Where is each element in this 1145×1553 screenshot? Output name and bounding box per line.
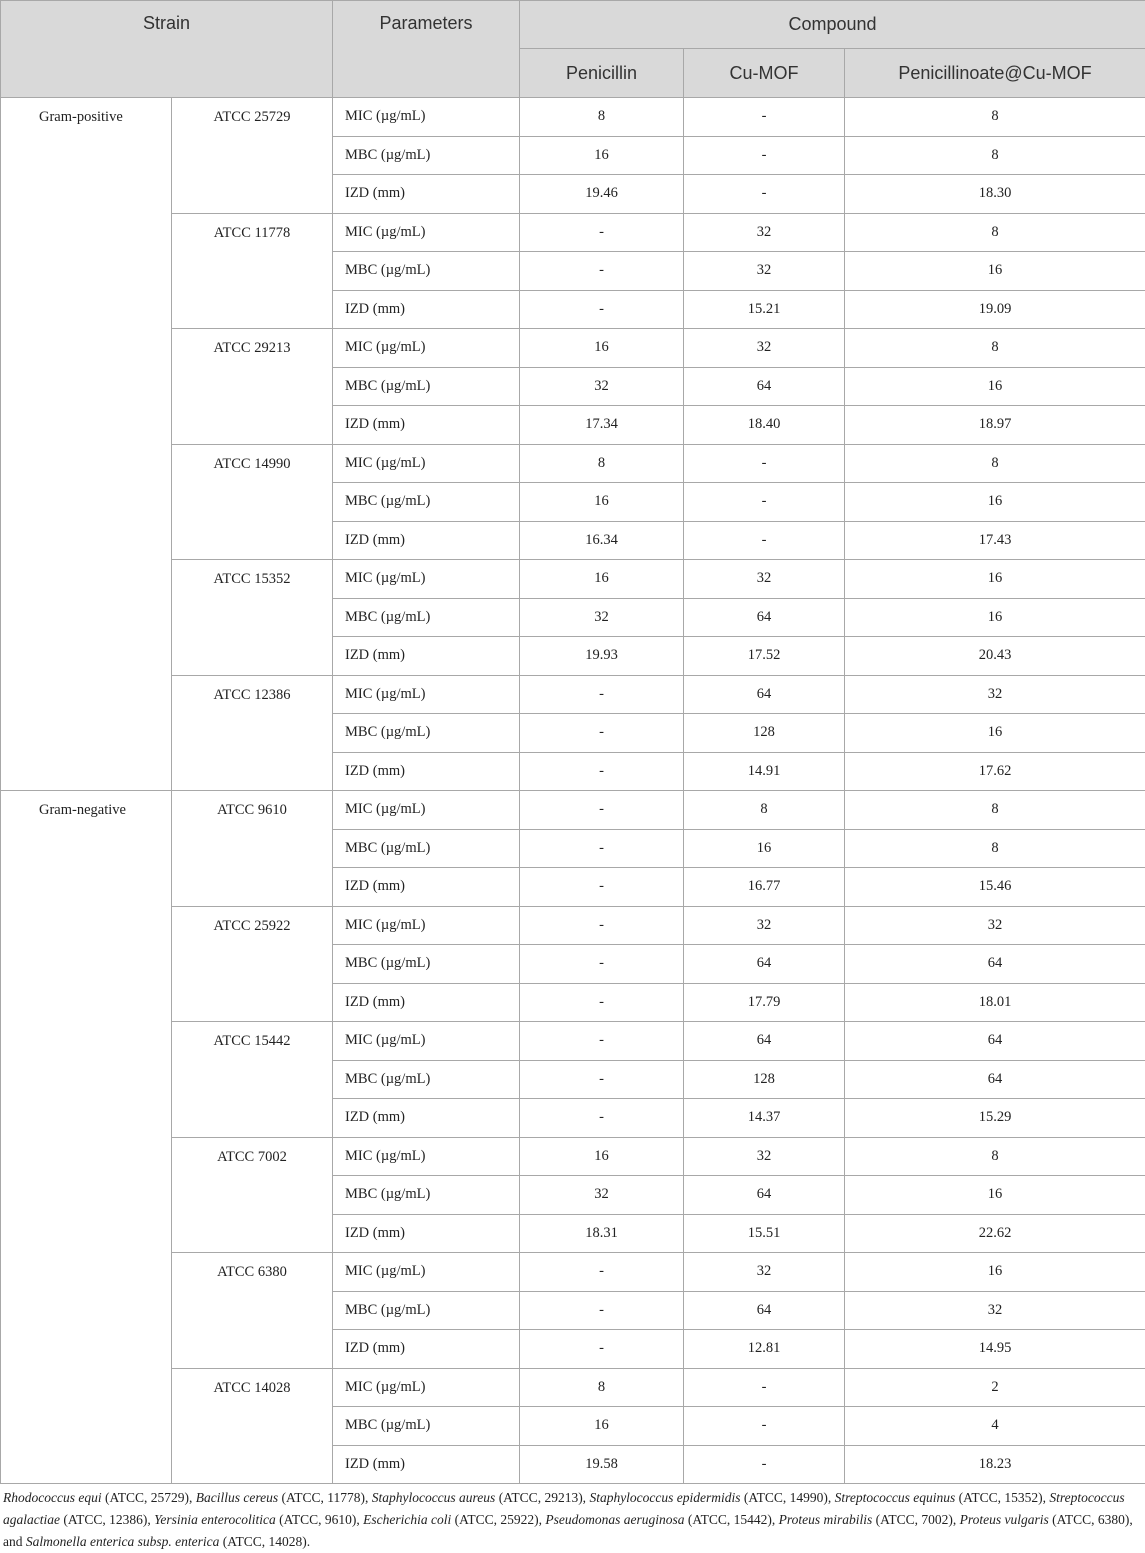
footnote-species: Salmonella enterica subsp. enterica xyxy=(26,1534,219,1549)
value-cell: 8 xyxy=(845,444,1145,483)
value-cell: - xyxy=(520,675,684,714)
value-cell: 32 xyxy=(845,1291,1145,1330)
value-cell: 64 xyxy=(684,1022,845,1061)
parameter-cell: IZD (mm) xyxy=(333,175,520,214)
value-cell: 8 xyxy=(845,136,1145,175)
group-label: Gram-positive xyxy=(1,98,172,791)
parameter-cell: MBC (µg/mL) xyxy=(333,1060,520,1099)
table-row xyxy=(1,329,1145,368)
value-cell: 64 xyxy=(845,945,1145,984)
parameter-cell: MBC (µg/mL) xyxy=(333,136,520,175)
parameter-cell: MBC (µg/mL) xyxy=(333,714,520,753)
header-cu-mof: Cu-MOF xyxy=(684,49,845,98)
parameter-cell: MIC (µg/mL) xyxy=(333,98,520,137)
table-row xyxy=(1,213,1145,252)
header-penicillin: Penicillin xyxy=(520,49,684,98)
value-cell: 4 xyxy=(845,1407,1145,1446)
header-strain: Strain xyxy=(1,1,333,98)
value-cell: 16.77 xyxy=(684,868,845,907)
strain-id: ATCC 14990 xyxy=(172,444,333,560)
value-cell: 16 xyxy=(845,714,1145,753)
parameter-cell: MBC (µg/mL) xyxy=(333,1407,520,1446)
parameter-cell: MIC (µg/mL) xyxy=(333,791,520,830)
parameter-cell: MBC (µg/mL) xyxy=(333,367,520,406)
footnote-reference: (ATCC, 15442), xyxy=(684,1512,778,1527)
value-cell: 16 xyxy=(845,1176,1145,1215)
strain-id: ATCC 15352 xyxy=(172,560,333,676)
value-cell: 64 xyxy=(684,1176,845,1215)
header-penicillinoate-cu-mof: Penicillinoate@Cu-MOF xyxy=(845,49,1145,98)
value-cell: 18.30 xyxy=(845,175,1145,214)
value-cell: 16 xyxy=(845,1253,1145,1292)
parameter-cell: IZD (mm) xyxy=(333,521,520,560)
value-cell: 15.21 xyxy=(684,290,845,329)
footnote-reference: (ATCC, 25729), xyxy=(102,1490,196,1505)
value-cell: 128 xyxy=(684,714,845,753)
value-cell: 16.34 xyxy=(520,521,684,560)
value-cell: 32 xyxy=(684,1253,845,1292)
value-cell: 2 xyxy=(845,1368,1145,1407)
value-cell: 32 xyxy=(684,329,845,368)
value-cell: 19.46 xyxy=(520,175,684,214)
table-row xyxy=(1,1368,1145,1407)
value-cell: 8 xyxy=(845,213,1145,252)
value-cell: - xyxy=(520,1060,684,1099)
table-row xyxy=(1,98,1145,137)
value-cell: - xyxy=(520,829,684,868)
value-cell: 32 xyxy=(845,675,1145,714)
parameter-cell: MBC (µg/mL) xyxy=(333,945,520,984)
value-cell: 20.43 xyxy=(845,637,1145,676)
footnote-species: Proteus vulgaris xyxy=(960,1512,1049,1527)
value-cell: - xyxy=(520,791,684,830)
value-cell: 8 xyxy=(845,98,1145,137)
parameter-cell: IZD (mm) xyxy=(333,1099,520,1138)
value-cell: 64 xyxy=(684,1291,845,1330)
value-cell: 15.46 xyxy=(845,868,1145,907)
value-cell: 8 xyxy=(520,1368,684,1407)
table-header xyxy=(1,1,1145,98)
group-label: Gram-negative xyxy=(1,791,172,1484)
value-cell: - xyxy=(520,1291,684,1330)
value-cell: - xyxy=(684,1407,845,1446)
value-cell: 18.97 xyxy=(845,406,1145,445)
parameter-cell: MIC (µg/mL) xyxy=(333,675,520,714)
value-cell: 17.62 xyxy=(845,752,1145,791)
value-cell: 17.79 xyxy=(684,983,845,1022)
value-cell: 32 xyxy=(684,213,845,252)
value-cell: 14.91 xyxy=(684,752,845,791)
table-row xyxy=(1,791,1145,830)
parameter-cell: IZD (mm) xyxy=(333,406,520,445)
value-cell: 64 xyxy=(684,945,845,984)
value-cell: 32 xyxy=(684,906,845,945)
table-row xyxy=(1,1022,1145,1061)
value-cell: - xyxy=(684,98,845,137)
value-cell: 16 xyxy=(845,560,1145,599)
footnote-species: Rhodococcus equi xyxy=(3,1490,102,1505)
value-cell: 8 xyxy=(520,98,684,137)
value-cell: 16 xyxy=(520,483,684,522)
footnote-species: Proteus mirabilis xyxy=(779,1512,873,1527)
parameter-cell: MIC (µg/mL) xyxy=(333,444,520,483)
strain-id: ATCC 11778 xyxy=(172,213,333,329)
strain-id: ATCC 9610 xyxy=(172,791,333,907)
value-cell: 64 xyxy=(684,598,845,637)
parameter-cell: MIC (µg/mL) xyxy=(333,213,520,252)
value-cell: 8 xyxy=(845,791,1145,830)
value-cell: 32 xyxy=(520,367,684,406)
parameter-cell: MBC (µg/mL) xyxy=(333,598,520,637)
value-cell: 18.40 xyxy=(684,406,845,445)
value-cell: 19.09 xyxy=(845,290,1145,329)
parameter-cell: IZD (mm) xyxy=(333,1330,520,1369)
footnote-reference: (ATCC, 14990), xyxy=(741,1490,835,1505)
footnote-species: Pseudomonas aeruginosa xyxy=(545,1512,684,1527)
value-cell: - xyxy=(520,906,684,945)
value-cell: - xyxy=(520,868,684,907)
parameter-cell: MBC (µg/mL) xyxy=(333,1291,520,1330)
value-cell: - xyxy=(520,1022,684,1061)
parameter-cell: MIC (µg/mL) xyxy=(333,560,520,599)
value-cell: 8 xyxy=(520,444,684,483)
parameter-cell: IZD (mm) xyxy=(333,1445,520,1484)
value-cell: 16 xyxy=(520,136,684,175)
parameter-cell: MIC (µg/mL) xyxy=(333,1022,520,1061)
value-cell: - xyxy=(520,945,684,984)
value-cell: 16 xyxy=(845,483,1145,522)
value-cell: 18.23 xyxy=(845,1445,1145,1484)
table-row xyxy=(1,1253,1145,1292)
table-row xyxy=(1,675,1145,714)
strain-id: ATCC 25922 xyxy=(172,906,333,1022)
strain-id: ATCC 7002 xyxy=(172,1137,333,1253)
value-cell: - xyxy=(684,136,845,175)
table-row xyxy=(1,444,1145,483)
footnote-reference: (ATCC, 15352), xyxy=(955,1490,1049,1505)
value-cell: 17.52 xyxy=(684,637,845,676)
value-cell: 32 xyxy=(520,1176,684,1215)
footnote-reference: (ATCC, 12386), xyxy=(60,1512,154,1527)
value-cell: 8 xyxy=(845,1137,1145,1176)
value-cell: 15.51 xyxy=(684,1214,845,1253)
value-cell: 19.58 xyxy=(520,1445,684,1484)
value-cell: - xyxy=(684,1445,845,1484)
value-cell: 16 xyxy=(845,252,1145,291)
value-cell: 32 xyxy=(845,906,1145,945)
value-cell: 32 xyxy=(684,1137,845,1176)
footnote-reference: (ATCC, 25922), xyxy=(451,1512,545,1527)
parameter-cell: IZD (mm) xyxy=(333,637,520,676)
parameter-cell: MIC (µg/mL) xyxy=(333,1368,520,1407)
footnote-reference: (ATCC, 14028). xyxy=(219,1534,310,1549)
value-cell: 32 xyxy=(520,598,684,637)
value-cell: - xyxy=(684,444,845,483)
value-cell: - xyxy=(520,714,684,753)
value-cell: - xyxy=(520,983,684,1022)
value-cell: - xyxy=(684,175,845,214)
strain-id: ATCC 29213 xyxy=(172,329,333,445)
value-cell: 16 xyxy=(520,1407,684,1446)
value-cell: 64 xyxy=(684,367,845,406)
value-cell: 14.37 xyxy=(684,1099,845,1138)
value-cell: 22.62 xyxy=(845,1214,1145,1253)
value-cell: - xyxy=(520,1330,684,1369)
parameter-cell: MBC (µg/mL) xyxy=(333,483,520,522)
value-cell: 17.43 xyxy=(845,521,1145,560)
value-cell: - xyxy=(520,752,684,791)
value-cell: 8 xyxy=(845,829,1145,868)
footnote-reference: (ATCC, 9610), xyxy=(276,1512,363,1527)
strain-id: ATCC 6380 xyxy=(172,1253,333,1369)
parameter-cell: IZD (mm) xyxy=(333,752,520,791)
value-cell: - xyxy=(520,252,684,291)
header-parameters: Parameters xyxy=(333,1,520,98)
parameter-cell: MIC (µg/mL) xyxy=(333,329,520,368)
footnote-species: Escherichia coli xyxy=(363,1512,451,1527)
footnote-reference: (ATCC, 11778), xyxy=(278,1490,372,1505)
value-cell: 64 xyxy=(845,1022,1145,1061)
value-cell: - xyxy=(520,1099,684,1138)
value-cell: 32 xyxy=(684,560,845,599)
value-cell: 64 xyxy=(845,1060,1145,1099)
value-cell: 14.95 xyxy=(845,1330,1145,1369)
parameter-cell: MIC (µg/mL) xyxy=(333,1137,520,1176)
value-cell: - xyxy=(520,213,684,252)
value-cell: 32 xyxy=(684,252,845,291)
strain-id: ATCC 12386 xyxy=(172,675,333,791)
value-cell: 8 xyxy=(684,791,845,830)
value-cell: 19.93 xyxy=(520,637,684,676)
parameter-cell: IZD (mm) xyxy=(333,1214,520,1253)
value-cell: - xyxy=(520,290,684,329)
parameter-cell: MBC (µg/mL) xyxy=(333,829,520,868)
parameter-cell: IZD (mm) xyxy=(333,868,520,907)
footnote-species: Yersinia enterocolitica xyxy=(154,1512,276,1527)
value-cell: 128 xyxy=(684,1060,845,1099)
table-footnote xyxy=(0,1487,1144,1553)
strain-id: ATCC 25729 xyxy=(172,98,333,214)
footnote-species: Streptococcus equinus xyxy=(835,1490,956,1505)
parameter-cell: IZD (mm) xyxy=(333,983,520,1022)
value-cell: 17.34 xyxy=(520,406,684,445)
table-body xyxy=(1,98,1145,1484)
value-cell: 16 xyxy=(520,1137,684,1176)
value-cell: - xyxy=(684,521,845,560)
footnote-reference: (ATCC, 7002), xyxy=(872,1512,959,1527)
value-cell: 16 xyxy=(520,329,684,368)
value-cell: 18.01 xyxy=(845,983,1145,1022)
value-cell: - xyxy=(684,483,845,522)
value-cell: 64 xyxy=(684,675,845,714)
value-cell: - xyxy=(520,1253,684,1292)
value-cell: 12.81 xyxy=(684,1330,845,1369)
parameter-cell: IZD (mm) xyxy=(333,290,520,329)
footnote-species: Streptococcus agalactiae xyxy=(3,1490,1125,1527)
parameter-cell: MIC (µg/mL) xyxy=(333,906,520,945)
value-cell: 16 xyxy=(845,598,1145,637)
table-row xyxy=(1,560,1145,599)
strain-id: ATCC 15442 xyxy=(172,1022,333,1138)
footnote-species: Staphylococcus aureus xyxy=(372,1490,496,1505)
footnote-reference: (ATCC, 29213), xyxy=(495,1490,589,1505)
parameter-cell: MBC (µg/mL) xyxy=(333,252,520,291)
parameter-cell: MIC (µg/mL) xyxy=(333,1253,520,1292)
parameter-cell: MBC (µg/mL) xyxy=(333,1176,520,1215)
header-compound: Compound xyxy=(520,1,1145,49)
footnote-species: Staphylococcus epidermidis xyxy=(589,1490,740,1505)
value-cell: 16 xyxy=(520,560,684,599)
value-cell: 16 xyxy=(845,367,1145,406)
table-row xyxy=(1,906,1145,945)
strain-id: ATCC 14028 xyxy=(172,1368,333,1484)
footnote-species: Bacillus cereus xyxy=(196,1490,278,1505)
value-cell: 18.31 xyxy=(520,1214,684,1253)
value-cell: - xyxy=(684,1368,845,1407)
value-cell: 16 xyxy=(684,829,845,868)
footnote-reference: (ATCC, 6380), and xyxy=(3,1512,1133,1549)
value-cell: 15.29 xyxy=(845,1099,1145,1138)
value-cell: 8 xyxy=(845,329,1145,368)
table-row xyxy=(1,1137,1145,1176)
